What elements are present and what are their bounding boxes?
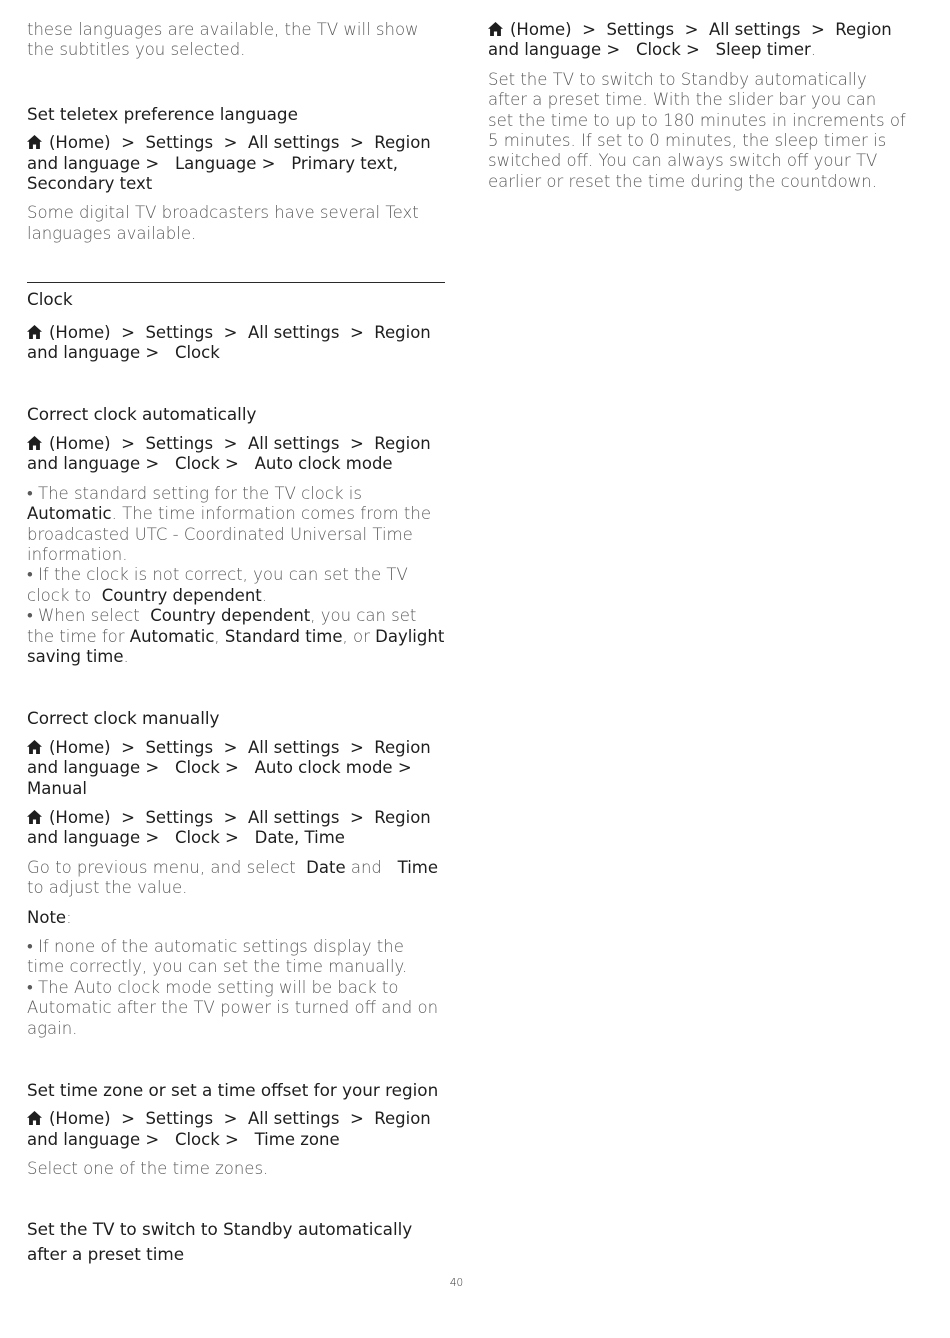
- manual-instructions: Go to previous menu, and select Date and Time to adjust the value.: [27, 857, 439, 898]
- timezone-body: Select one of the time zones.: [27, 1159, 269, 1179]
- home-icon: [27, 740, 42, 754]
- auto-clock-nav-path: (Home) > Settings > All settings > Region and language > Clock > Auto clock mode: [27, 433, 431, 474]
- home-icon: [27, 436, 42, 450]
- home-icon: [27, 325, 42, 339]
- page-number: 40: [449, 1277, 464, 1289]
- clock-nav-path: (Home) > Settings > All settings > Region and language > Clock: [27, 322, 431, 363]
- manual-mode-nav-path: (Home) > Settings > All settings > Region and language > Clock > Auto clock mode > Manual: [27, 737, 431, 798]
- manual-clock-heading: Correct clock manually: [27, 708, 220, 729]
- home-icon: [27, 135, 42, 149]
- timezone-nav-path: (Home) > Settings > All settings > Region and language > Clock > Time zone: [27, 1109, 431, 1149]
- sleep-timer-body: Set the TV to switch to Standby automatically after a preset time. With the slider bar you can set the time to up to 180 minutes in increments of 5 minutes. If set to 0 minutes, the sleep timer is switched off. You can always switch off your TV earlier or reset the time during the countdown.: [488, 69, 906, 191]
- intro-text: these languages are available, the TV will show the subtitles you selected.: [27, 20, 419, 60]
- section-divider: [27, 282, 445, 283]
- sleep-timer-heading: Set the TV to switch to Standby automatically after a preset time: [27, 1218, 413, 1264]
- home-icon: [488, 22, 503, 36]
- teletext-heading: Set teletex preference language: [27, 103, 298, 124]
- timezone-heading: Set time zone or set a time offset for your region: [27, 1080, 439, 1101]
- note-label: Note:: [27, 907, 72, 927]
- manual-notes: • If none of the automatic settings display the time correctly, you can set the time manually. • The Auto clock mode setting will be back to Automatic after the TV power is turned off and on again.: [27, 937, 439, 1038]
- auto-clock-heading: Correct clock automatically: [27, 404, 257, 425]
- teletext-body: Some digital TV broadcasters have several Text languages available.: [27, 203, 419, 243]
- right-column: [488, 20, 906, 201]
- home-icon: [27, 810, 42, 824]
- home-icon: [27, 1111, 42, 1125]
- left-column: [27, 20, 445, 1267]
- auto-clock-bullets: • The standard setting for the TV clock is Automatic. The time information comes from the broadcasted UTC - Coordinated Universal Time information. • If the clock is not correct, you can set the TV clock to Country dependent. • When select Country dependent, you can set the time for Automatic, Standard time, or Daylight saving time.: [27, 483, 445, 666]
- sleep-timer-nav-path: (Home) > Settings > All settings > Region and language > Clock > Sleep timer.: [488, 20, 892, 60]
- date-time-nav-path: (Home) > Settings > All settings > Region and language > Clock > Date, Time: [27, 807, 431, 848]
- teletext-nav-path: (Home) > Settings > All settings > Region and language > Language > Primary text, Secondary text: [27, 133, 431, 194]
- clock-heading: Clock: [27, 289, 73, 310]
